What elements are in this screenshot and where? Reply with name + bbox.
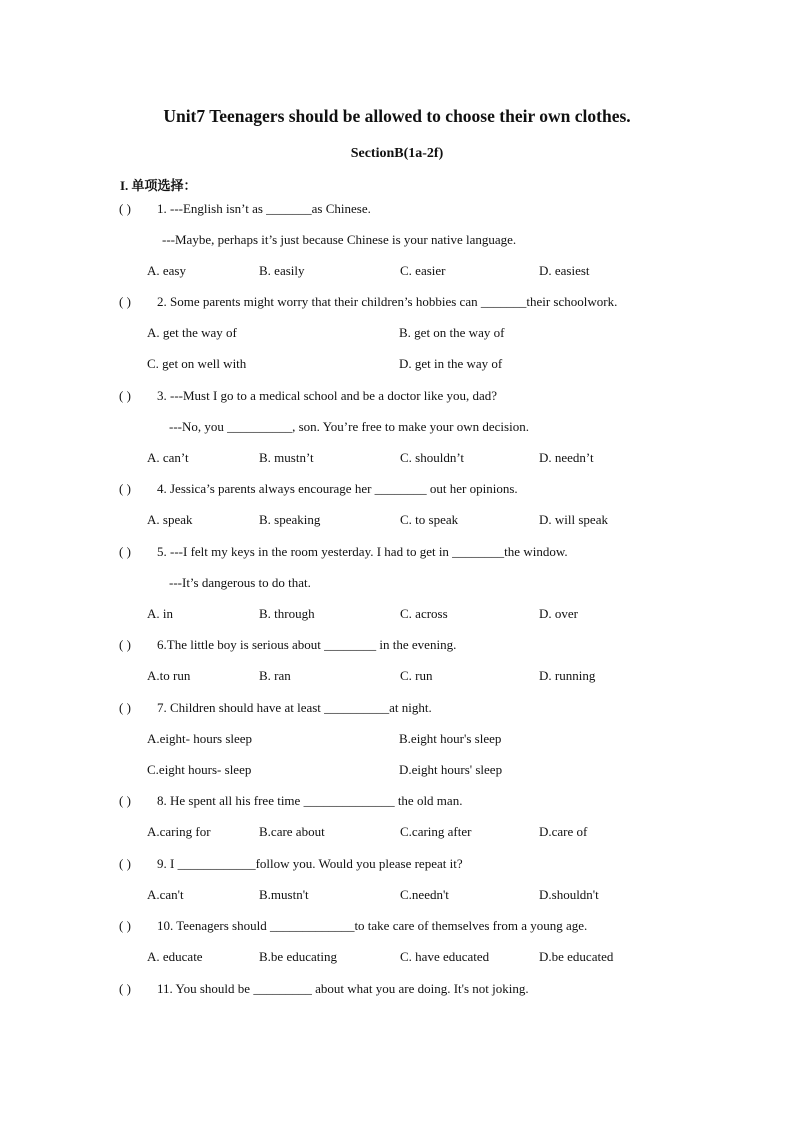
section-heading: I. 单项选择： (120, 178, 197, 193)
question-stem: 1. ---English isn’t as _______as Chinese. (157, 201, 371, 216)
answer-blank[interactable]: ( ) (119, 700, 131, 715)
option[interactable]: B. mustn’t (259, 450, 314, 465)
option[interactable]: A.can't (147, 887, 184, 902)
option[interactable]: C.eight hours- sleep (147, 762, 252, 777)
option[interactable]: D. over (539, 606, 578, 621)
answer-blank[interactable]: ( ) (119, 918, 131, 933)
answer-blank[interactable]: ( ) (119, 793, 131, 808)
question-stem-line2: ---It’s dangerous to do that. (169, 575, 311, 590)
option[interactable]: B. ran (259, 668, 291, 683)
page-title: Unit7 Teenagers should be allowed to choose their own clothes. (163, 106, 631, 126)
answer-blank[interactable]: ( ) (119, 388, 131, 403)
question-stem: 3. ---Must I go to a medical school and be a doctor like you, dad? (157, 388, 498, 403)
answer-blank[interactable]: ( ) (119, 981, 131, 996)
option[interactable]: C. run (400, 668, 433, 683)
option[interactable]: A.caring for (147, 824, 211, 839)
option[interactable]: A. get the way of (147, 325, 237, 340)
question-stem-line2: ---Maybe, perhaps it’s just because Chinese is your native language. (162, 232, 517, 247)
option[interactable]: D. running (539, 668, 596, 683)
page-subtitle: SectionB(1a-2f) (350, 146, 444, 161)
option[interactable]: B. through (259, 606, 315, 621)
question-stem: 7. Children should have at least __________at night. (157, 700, 432, 715)
question-stem-line2: ---No, you __________, son. You’re free to make your own decision. (169, 419, 529, 434)
question-stem: 5. ---I felt my keys in the room yesterday. I had to get in ________the window. (157, 544, 568, 559)
question-stem: 4. Jessica’s parents always encourage her ________ out her opinions. (157, 481, 518, 496)
option[interactable]: D.eight hours' sleep (399, 762, 503, 777)
answer-blank[interactable]: ( ) (119, 637, 131, 652)
option[interactable]: D. will speak (539, 512, 608, 527)
option[interactable]: B. easily (259, 263, 305, 278)
option[interactable]: B.care about (259, 824, 325, 839)
option[interactable]: A. easy (147, 263, 186, 278)
question-stem: 2. Some parents might worry that their children’s hobbies can _______their schoolwork. (157, 294, 618, 309)
answer-blank[interactable]: ( ) (119, 544, 131, 559)
option[interactable]: C. easier (400, 263, 446, 278)
option[interactable]: A. educate (147, 949, 203, 964)
option[interactable]: B.eight hour's sleep (399, 731, 502, 746)
option[interactable]: C. get on well with (147, 356, 247, 371)
option[interactable]: B. get on the way of (399, 325, 505, 340)
option[interactable]: A. in (147, 606, 173, 621)
option[interactable]: C.needn't (400, 887, 449, 902)
option[interactable]: B.mustn't (259, 887, 309, 902)
option[interactable]: C. to speak (400, 512, 459, 527)
question-stem: 10. Teenagers should _____________to take care of themselves from a young age. (157, 918, 588, 933)
option[interactable]: A.eight- hours sleep (147, 731, 253, 746)
option[interactable]: A. can’t (147, 450, 189, 465)
answer-blank[interactable]: ( ) (119, 294, 131, 309)
question-stem: 11. You should be _________ about what you are doing. It's not joking. (157, 981, 529, 996)
option[interactable]: D.be educated (539, 949, 614, 964)
option[interactable]: C.caring after (400, 824, 472, 839)
option[interactable]: D. easiest (539, 263, 590, 278)
option[interactable]: C. have educated (400, 949, 490, 964)
option[interactable]: D. get in the way of (399, 356, 503, 371)
question-stem: 9. I ____________follow you. Would you please repeat it? (157, 856, 463, 871)
answer-blank[interactable]: ( ) (119, 481, 131, 496)
answer-blank[interactable]: ( ) (119, 201, 131, 216)
question-stem: 6.The little boy is serious about ________ in the evening. (157, 637, 457, 652)
option[interactable]: D.shouldn't (539, 887, 599, 902)
option[interactable]: A.to run (147, 668, 191, 683)
option[interactable]: D. needn’t (539, 450, 594, 465)
option[interactable]: C. shouldn’t (400, 450, 465, 465)
answer-blank[interactable]: ( ) (119, 856, 131, 871)
question-stem: 8. He spent all his free time ______________ the old man. (157, 793, 463, 808)
option[interactable]: B. speaking (259, 512, 321, 527)
option[interactable]: C. across (400, 606, 448, 621)
option[interactable]: A. speak (147, 512, 193, 527)
option[interactable]: B.be educating (259, 949, 337, 964)
option[interactable]: D.care of (539, 824, 588, 839)
